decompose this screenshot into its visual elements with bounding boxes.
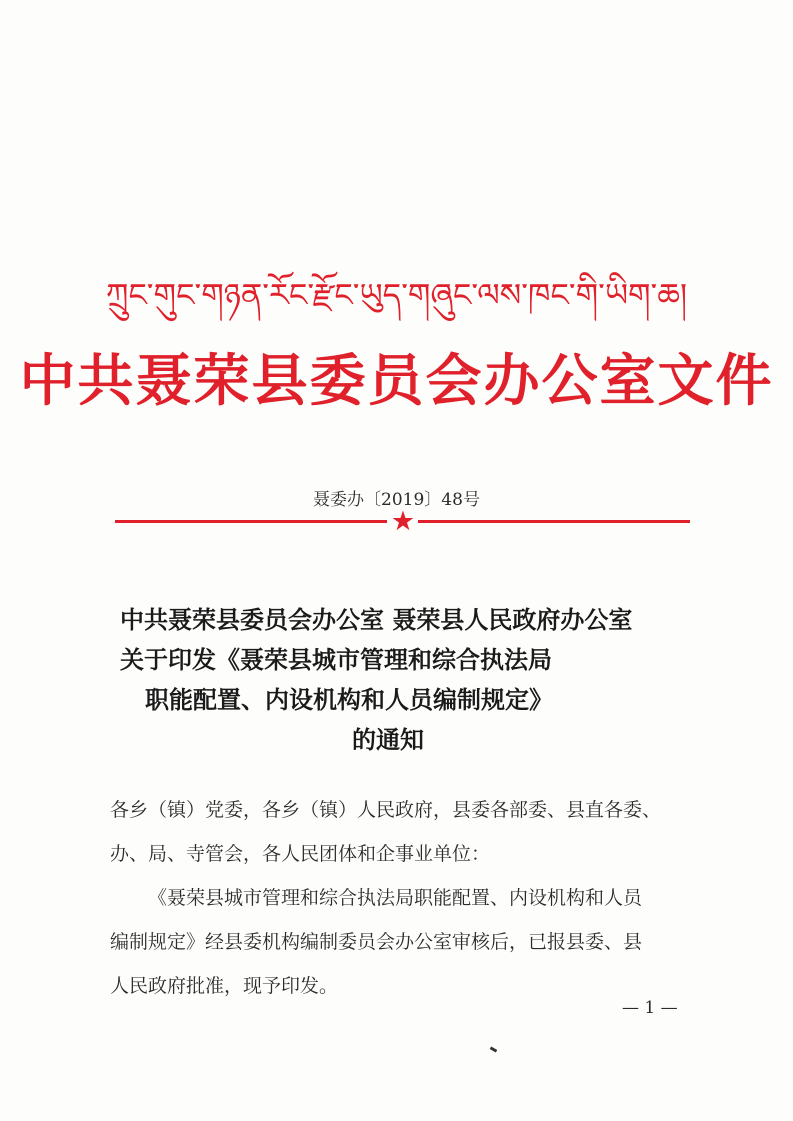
paragraph-line-1: 《聂荣县城市管理和综合执法局职能配置、内设机构和人员 — [148, 887, 643, 909]
star-icon: ★ — [390, 506, 416, 537]
tibetan-header: ཀྲུང་གུང་གཉན་རོང་རྫོང་ཡུད་གཞུང་ལས་ཁང་གི་ཡིག་ཆ། — [105, 276, 688, 314]
title-line-2: 关于印发《聂荣县城市管理和综合执法局 — [120, 646, 552, 674]
title-line-3: 职能配置、内设机构和人员编制规定》 — [145, 686, 553, 714]
scan-mark — [490, 1046, 498, 1052]
red-divider-left — [115, 520, 387, 523]
title-line-4: 的通知 — [352, 726, 424, 754]
document-masthead: 中共聂荣县委员会办公室文件 — [19, 348, 774, 414]
addressee-line-2: 办、局、寺管会，各人民团体和企事业单位： — [110, 843, 491, 865]
page-number: — 1 — — [622, 998, 678, 1018]
red-divider-right — [418, 520, 690, 523]
notice-body — [110, 788, 720, 1008]
notice-title — [0, 600, 793, 760]
document-number: 聂委办〔2019〕48号 — [313, 490, 480, 510]
paragraph-line-3: 人民政府批准，现予印发。 — [110, 975, 339, 997]
title-line-1: 中共聂荣县委员会办公室 聂荣县人民政府办公室 — [120, 606, 633, 634]
paragraph-line-2: 编制规定》经县委机构编制委员会办公室审核后，已报县委、县 — [110, 931, 643, 953]
addressee-line-1: 各乡（镇）党委，各乡（镇）人民政府，县委各部委、县直各委、 — [110, 799, 662, 821]
